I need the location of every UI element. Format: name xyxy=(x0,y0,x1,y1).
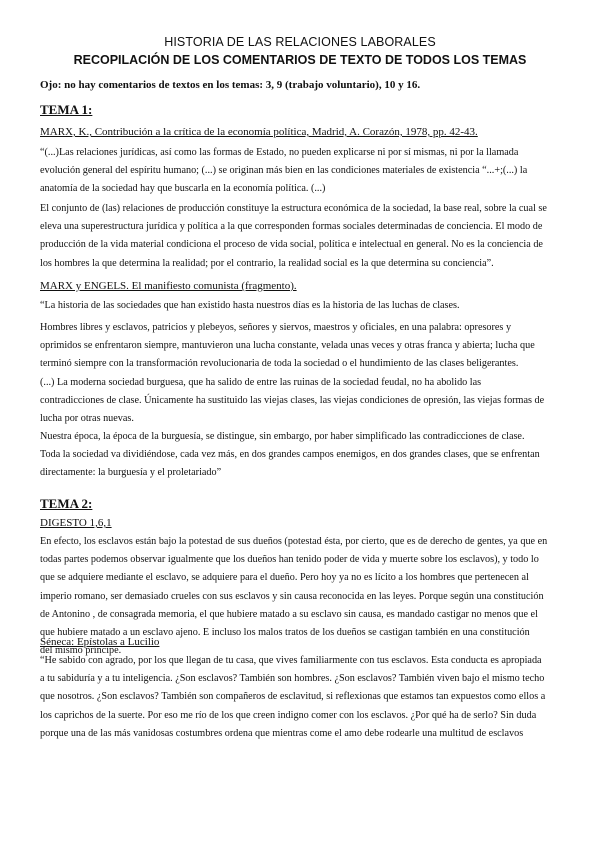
text-line: a tu sabiduría y a tu inteligencia. ¿Son esclavos? También son hombres. ¿Son esclavos? También viven bajo el mismo techo xyxy=(40,673,545,685)
tema1-paragraph-4 xyxy=(40,319,568,428)
document-subtitle: RECOPILACIÓN DE LOS COMENTARIOS DE TEXTO DE TODOS LOS TEMAS xyxy=(73,53,527,67)
text-line: del mismo príncipe. xyxy=(40,645,122,657)
text-line: anatomía de la sociedad hay que buscarla en la economía política. (...) xyxy=(40,183,326,195)
tema1-paragraph-3 xyxy=(40,297,568,315)
text-line: producción de la vida material condiciona el proceso de vida social, política e intelectual en general. No es la conciencia de xyxy=(40,239,543,251)
text-line: de Antonino , de consagrada memoria, el que hubiere matado a su esclavo sin causa, es mandado castigar no menos que el xyxy=(40,608,538,620)
text-line: Hombres libres y esclavos, patricios y plebeyos, señores y siervos, maestros y oficiales, en una palabra: opresores y xyxy=(40,322,512,333)
tema1-heading: TEMA 1: xyxy=(40,102,93,117)
text-line: (...) La moderna sociedad burguesa, que ha salido de entre las ruinas de la sociedad feudal, no ha abolido las xyxy=(40,376,482,388)
text-line: que nosotros. ¿Son esclavos? También son compañeros de esclavitud, si reflexionas que estamos tan expuestos como ellos a xyxy=(40,691,546,703)
tema2-source-digesto: DIGESTO 1,6,1 xyxy=(40,517,112,529)
tema2-heading: TEMA 2: xyxy=(40,496,93,511)
tema1-source-marx: MARX, K., Contribución a la crítica de la economía política, Madrid, A. Corazón, 1978, pp. 42-43. xyxy=(40,126,478,138)
text-line: “La historia de las sociedades que han existido hasta nuestros días es la historia de las luchas de clases. xyxy=(40,300,460,311)
text-line: El conjunto de (las) relaciones de producción constituye la estructura económica de la sociedad, la base real, sobre la cual se xyxy=(40,203,547,214)
text-line: los hombres la que determina la realidad; por el contrario, la realidad social es la que determina su conciencia”. xyxy=(40,257,494,269)
missing-topics-note: Ojo: no hay comentarios de textos en los temas: 3, 9 (trabajo voluntario), 10 y 16. xyxy=(40,79,421,91)
tema1-paragraph-5 xyxy=(40,428,568,483)
text-line: todas partes podemos observar igualmente que los dueños han tenido poder de vida y muerte sobre los esclavos), y todo lo xyxy=(40,554,539,566)
tema1-paragraph-2 xyxy=(40,200,568,273)
text-line: Nuestra época, la época de la burguesía, se distingue, sin embargo, por haber simplificado las contradicciones de clase. xyxy=(40,431,525,442)
text-line: imperio romano, ser demasiado crueles con sus esclavos y sin causa reconocida en las leyes. Porque según una constitución xyxy=(40,590,544,602)
text-line: lucha por otras nuevas. xyxy=(40,413,134,425)
text-line: contradicciones de clase. Únicamente ha sustituido las viejas clases, las viejas condiciones de opresión, las viejas formas de xyxy=(40,394,545,406)
text-line: Toda la sociedad va dividiéndose, cada vez más, en dos grandes campos enemigos, en dos grandes clases, que se enfrentan xyxy=(40,449,540,461)
text-line: En efecto, los esclavos están bajo la potestad de sus dueños (potestad ésta, por cierto, que es de derecho de gentes, ya que en xyxy=(40,536,548,547)
text-line: eleva una superestructura jurídica y política a la que corresponden formas sociales determinadas de conciencia. El modo de xyxy=(40,221,543,233)
text-line: “(...)Las relaciones jurídicas, así como las formas de Estado, no pueden explicarse ni por sí mismas, ni por la llamada xyxy=(40,147,519,158)
text-line: “He sabido con agrado, por los que llegan de tu casa, que vives familiarmente con tus esclavos. Esta conducta es apropiada xyxy=(40,655,542,666)
text-line: que hubiere matado a un esclavo ajeno. E incluso los malos tratos de los dueños se castigan también en una constitución xyxy=(40,627,530,639)
tema1-paragraph-1 xyxy=(40,144,568,199)
text-line: los caprichos de la suerte. Por eso me río de los que creen indigno comer con los esclavos. ¿Por qué ha de serlo? Sin duda xyxy=(40,709,537,721)
tema1-source-manifiesto: MARX y ENGELS. El manifiesto comunista (fragmento). xyxy=(40,280,297,292)
tema2-source-seneca: Séneca: Epístolas a Lucilio xyxy=(40,636,160,648)
text-line: directamente: la burguesía y el proletariado” xyxy=(40,467,222,479)
document-title: HISTORIA DE LAS RELACIONES LABORALES xyxy=(164,35,436,49)
text-line: que se adquiere mediante el esclavo, se adquiere para el dueño. Pero hoy ya no es lícito a los hombres que pertenecen al xyxy=(40,572,529,584)
text-line: oprimidos se enfrentaron siempre, mantuvieron una lucha constante, velada unas veces y otras franca y abierta; lucha que xyxy=(40,340,535,352)
text-line: porque una de las más vanidosas costumbres ordena que mientras come el amo debe rodearle una multitud de esclavos xyxy=(40,727,524,739)
text-line: evolución general del espíritu humano; (...) se originan más bien en las condiciones materiales de existencia “...+;(...) la xyxy=(40,165,528,177)
tema2-paragraph-2 xyxy=(40,652,568,743)
text-line: terminó siempre con la transformación revolucionaria de toda la sociedad o el hundimiento de las clases beligerantes. xyxy=(40,358,519,370)
